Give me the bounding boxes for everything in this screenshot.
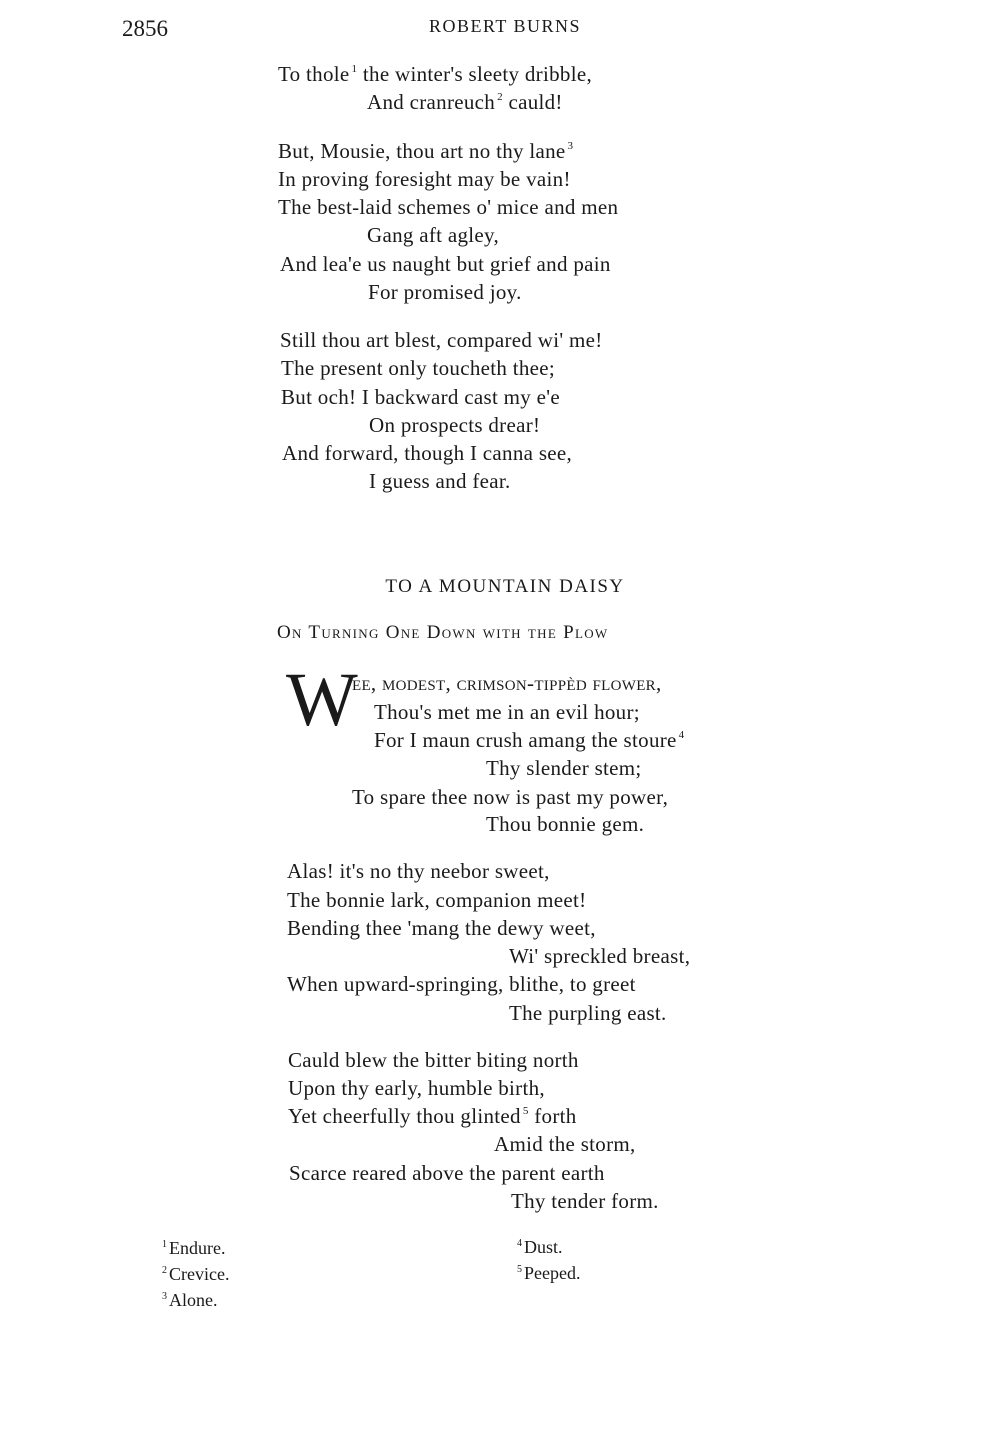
poem-line: Still thou art blest, compared wi' me! — [280, 328, 603, 352]
poem-line — [278, 139, 573, 164]
poem-line: ee, modest, crimson-tippèd flower, — [352, 671, 662, 695]
line-text: cauld! — [502, 90, 563, 114]
poem-line: To spare thee now is past my power, — [352, 785, 669, 809]
poem-line: I guess and fear. — [369, 469, 511, 493]
poem-line: Upon thy early, humble birth, — [288, 1076, 545, 1100]
poem-title: TO A MOUNTAIN DAISY — [385, 576, 625, 597]
poem-line: Thy tender form. — [511, 1189, 659, 1213]
poem-line: For promised joy. — [368, 280, 522, 304]
poem-line: The purpling east. — [509, 1001, 667, 1025]
poem-line: And lea'e us naught but grief and pain — [280, 252, 611, 276]
footnote-text: Crevice. — [169, 1264, 230, 1284]
poem-line — [374, 728, 684, 753]
poem-subtitle: On Turning One Down with the Plow — [277, 622, 609, 643]
poem-line: Thy slender stem; — [486, 756, 642, 780]
poem-line — [367, 90, 563, 115]
line-text: But, Mousie, thou art no thy lane — [278, 139, 566, 163]
footnote-ref: 3 — [567, 140, 574, 152]
poem-line: Thou's met me in an evil hour; — [374, 700, 640, 724]
page-number: 2856 — [122, 16, 168, 41]
line-text: To thole — [278, 62, 350, 86]
line-text: For I maun crush amang the stoure — [374, 728, 677, 752]
footnote — [517, 1263, 580, 1284]
poem-line: Thou bonnie gem. — [486, 812, 645, 836]
footnote-number: 2 — [162, 1265, 167, 1276]
footnote-text: Dust. — [524, 1237, 563, 1257]
poem-line: Amid the storm, — [494, 1132, 636, 1156]
drop-cap: W — [286, 658, 358, 742]
footnote-ref: 2 — [497, 91, 503, 103]
poem-line: The present only toucheth thee; — [281, 356, 556, 380]
poem-line: On prospects drear! — [369, 413, 541, 437]
poem-line — [278, 62, 592, 87]
footnote — [162, 1264, 229, 1285]
poem-line: Scarce reared above the parent earth — [289, 1161, 605, 1185]
footnote-text: Endure. — [169, 1238, 226, 1258]
footnote — [162, 1290, 218, 1311]
poem-line: Cauld blew the bitter biting north — [288, 1048, 579, 1072]
footnote-text: Peeped. — [524, 1263, 581, 1283]
poem-line: But och! I backward cast my e'e — [281, 385, 560, 409]
line-text: the winter's sleety dribble, — [357, 62, 593, 86]
poem-line: In proving foresight may be vain! — [278, 167, 571, 191]
poem-line: And forward, though I canna see, — [282, 441, 573, 465]
footnote-ref: 4 — [678, 729, 685, 741]
footnote — [517, 1237, 563, 1258]
poem-line — [288, 1104, 577, 1129]
line-text: Yet cheerfully thou glinted — [288, 1104, 521, 1128]
footnote-number: 4 — [517, 1238, 522, 1249]
footnote-ref: 5 — [522, 1105, 529, 1117]
running-head: ROBERT BURNS — [428, 16, 582, 36]
footnote-ref: 1 — [351, 63, 358, 75]
poem-line: Bending thee 'mang the dewy weet, — [287, 916, 596, 940]
footnote-number: 3 — [162, 1291, 167, 1302]
footnote-number: 1 — [162, 1239, 167, 1250]
poem-line: Alas! it's no thy neebor sweet, — [287, 859, 550, 883]
footnote-text: Alone. — [169, 1290, 218, 1310]
line-text: And cranreuch — [367, 90, 496, 114]
poem-line: Gang aft agley, — [367, 223, 499, 247]
poem-line: The bonnie lark, companion meet! — [287, 888, 587, 912]
line-text: forth — [528, 1104, 577, 1128]
poem-line: When upward-springing, blithe, to greet — [287, 972, 636, 996]
footnote-number: 5 — [517, 1264, 522, 1275]
poem-line: Wi' spreckled breast, — [509, 944, 691, 968]
footnote — [162, 1238, 225, 1259]
poem-line: The best-laid schemes o' mice and men — [278, 195, 619, 219]
